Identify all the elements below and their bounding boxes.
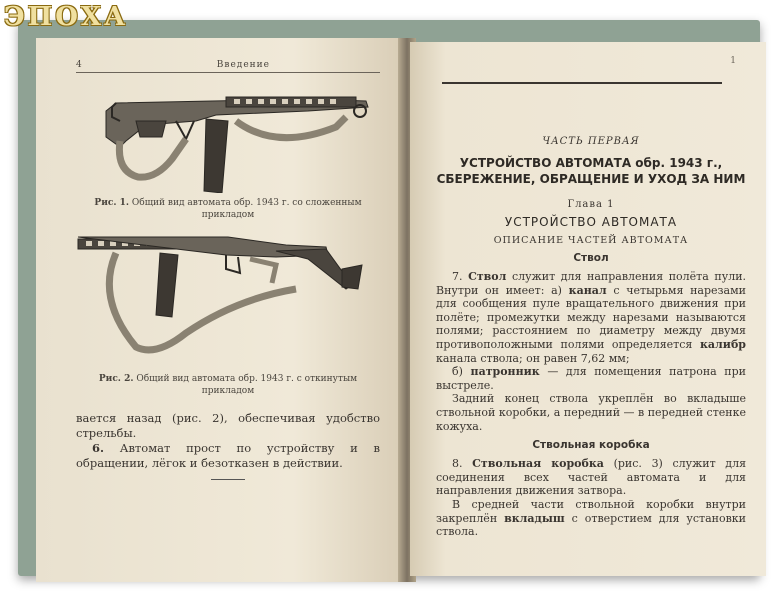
subheading-receiver: Ствольная коробка bbox=[532, 439, 650, 452]
para-8 bbox=[436, 457, 746, 498]
right-page-number: 1 bbox=[730, 56, 736, 66]
part-title-line-2: СБЕРЕЖЕНИЕ, ОБРАЩЕНИЕ И УХОД ЗА НИМ bbox=[436, 172, 746, 186]
figure-1 bbox=[76, 81, 380, 221]
figure-1-caption bbox=[76, 197, 380, 221]
para-9-text-2: с отверстием для установки ствола. bbox=[436, 511, 746, 539]
figure-2-caption-text: Общий вид автомата обр. 1943 г. с откинутым прикладом bbox=[136, 374, 358, 396]
figure-2-caption-lead: Рис. 2. bbox=[98, 374, 134, 384]
smg-extended-stock-illustration bbox=[76, 229, 376, 369]
left-para-2 bbox=[76, 441, 380, 471]
part-title-line-1: УСТРОЙСТВО АВТОМАТА обр. 1943 г., bbox=[459, 156, 723, 170]
chapter-label: Глава 1 bbox=[567, 199, 615, 210]
para-9-bold: вкладыш bbox=[504, 511, 565, 525]
left-page bbox=[36, 38, 404, 582]
para-7-text: служит для направления полёта пули. Внутри он имеет: а) bbox=[436, 270, 747, 297]
left-page-number: 4 bbox=[76, 60, 82, 70]
para-7-bold: Ствол bbox=[468, 270, 507, 283]
figure-1-caption-lead: Рис. 1. bbox=[94, 198, 130, 208]
subheading-barrel: Ствол bbox=[573, 252, 609, 264]
figure-2-caption bbox=[76, 373, 380, 397]
para-7-text-2: с четырьмя нарезами для сообщения пуле вращательного движения при полёте; промежутки между нарезами называются полями; расстоянием по диаметру между двумя противоположными полями определяется bbox=[436, 283, 746, 351]
left-para-2-lead: 6. bbox=[92, 441, 105, 455]
right-body-text-2 bbox=[436, 457, 746, 539]
para-9-text: В средней части ствольной коробки внутри закреплён bbox=[436, 497, 746, 525]
end-rule bbox=[211, 479, 245, 480]
smg-folded-stock-illustration bbox=[76, 81, 376, 193]
figure-1-caption-text: Общий вид автомата обр. 1943 г. со сложенным прикладом bbox=[131, 198, 362, 220]
left-running-head bbox=[76, 60, 380, 73]
chapter-title: УСТРОЙСТВО АВТОМАТА bbox=[504, 215, 678, 229]
para-9 bbox=[436, 498, 746, 539]
left-para-1: вается назад (рис. 2), обеспечивая удобство стрельбы. bbox=[76, 411, 380, 440]
left-para-2-text: Автомат прост по устройству и в обращении, лёгок и безотказен в действии. bbox=[76, 441, 380, 470]
para-7 bbox=[436, 270, 746, 365]
right-body-text bbox=[436, 270, 746, 433]
open-book bbox=[18, 20, 760, 576]
para-7-b bbox=[436, 365, 746, 392]
para-8-text: (рис. 3) служит для соединения всех частей автомата и для направления движения затвора. bbox=[436, 457, 747, 498]
section-title: ОПИСАНИЕ ЧАСТЕЙ АВТОМАТА bbox=[493, 235, 689, 246]
para-7-lead: 7. bbox=[452, 270, 463, 283]
para-7-bold-3: калибр bbox=[699, 337, 746, 351]
left-running-title: Введение bbox=[216, 60, 270, 70]
para-8-lead: 8. bbox=[452, 457, 463, 471]
para-8-bold: Ствольная коробка bbox=[472, 457, 604, 471]
figure-2 bbox=[76, 229, 380, 397]
top-rule bbox=[442, 82, 722, 84]
para-7-text-3: канала ствола; он равен 7,62 мм; bbox=[436, 351, 630, 365]
right-page bbox=[410, 42, 766, 576]
para-7-c: Задний конец ствола укреплён во вкладыше ствольной коробки, а передний — в передней стенке кожуха. bbox=[436, 392, 747, 433]
left-body-text bbox=[76, 411, 380, 471]
part-label: ЧАСТЬ ПЕРВАЯ bbox=[542, 136, 640, 147]
para-7-b-text: — для помещения патрона при выстреле. bbox=[436, 365, 746, 392]
watermark-logo: ЭПОХА bbox=[4, 2, 129, 32]
para-7-b-lead: б) bbox=[452, 365, 463, 379]
part-title bbox=[436, 155, 746, 187]
para-7-bold-2: канал bbox=[568, 283, 607, 297]
para-7-b-bold: патронник bbox=[470, 365, 540, 379]
